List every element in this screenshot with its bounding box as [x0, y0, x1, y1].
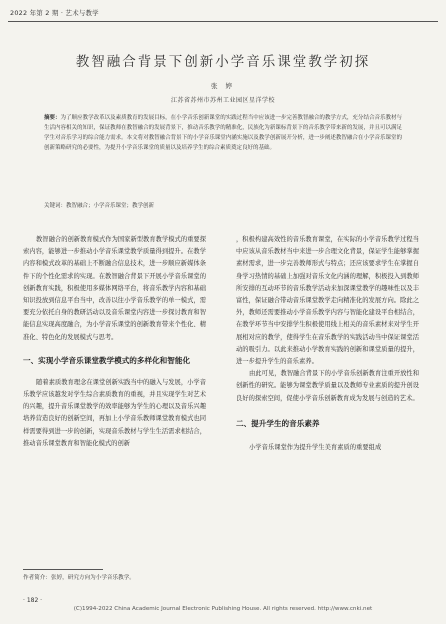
- abstract: [44, 113, 402, 153]
- section-2-paragraph: 小学音乐课堂作为提升学生美育素质的重要组成: [249, 443, 382, 451]
- right-column: [236, 234, 419, 454]
- summary-paragraph: 由此可见，教智融合背景下的小学音乐创新教育注重开放性和创新性的研究。能够为课堂教学质量以及教师专业素质的提升创设良好的探索空间，促使小学音乐创新教育成为发展与创造的艺术。: [236, 370, 420, 402]
- running-head: 2022 年第 2 期 · 艺术与教学: [10, 9, 99, 17]
- author-affiliation: 江苏省苏州市苏州工业园区星洋学校: [170, 97, 275, 104]
- intro-paragraph: 教智融合的创新教育模式作为国家新型教育教学模式的重要探索内容，能够进一步推动小学音乐课堂教学质量得到提升。在教学内容和模式改革的基础上不断融合信息技术，进一步顺应新媒体条件下的个性化需求的实现。在教智融合背景下开展小学音乐课堂的创新教育实践，积极使用多媒体网络平台，将音乐教学内容和基础知识投放到信息平台当中，改善以往小学音乐教学的单一模式，需要充分依托自身的教研活动以及音乐课堂内容进一步探讨教育和智能信息实现高度融合，为小学音乐课堂的创新教育带来个性化、精准化、特色化的发展模式与思考。: [23, 236, 207, 341]
- copyright-line: (C)1994-2022 China Academic Journal Electronic Publishing House. All rights reserved. http://www.cnki.net: [73, 606, 373, 612]
- abstract-label: 摘要：: [44, 115, 61, 121]
- section-1-paragraph: 随着素质教育理念在课堂创新实践当中的融入与发展，小学音乐教学应该越发对学生综合素质教育的重视，并且实现学生对艺术的兴趣，提升音乐课堂教学的效率能够为学生的心理以及音乐兴趣培养营造良好的创新空间，再加上小学音乐教师课堂教育模式也同样需要得到进一步的创新，实现音乐教材与学生生活需求相结合，推动音乐课堂教育和智能化模式的创新: [23, 378, 207, 447]
- author-footnote: 作者简介：张婷，研究方向为小学音乐教学。: [23, 575, 135, 581]
- section-2-heading: 二、提升学生的音乐素养: [236, 418, 320, 428]
- header-rule: [8, 21, 438, 22]
- section-1-heading: 一、实现小学音乐课堂教学模式的多样化和智能化: [23, 355, 191, 365]
- section-1-continued-paragraph: ，积极构建高效性的音乐教育课堂，在实际的小学音乐教学过程当中应该从音乐教材当中来进一步合理文化背景，保证学生能够掌握素材需求，进一步完善教师形式与特点；还应该要求学生在掌握自身学习热情的基础上加强对音乐文化内涵的理解，积极投入到教师所安排的互动环节的音乐教学活动来加深课堂教学的趣味性以及丰富性，保证融合带动音乐课堂教学走向精准化的发展方向。除此之外，教师还需要推动小学音乐教学内容与智能化建设平台相结合，在教学环节当中安排学生积极使用线上相关的音乐素材来对学生开展相对应的教学，使得学生在音乐教学的实践活动当中保证课堂活动的吸引力。以此来推动小学教育实践的创新和课堂质量的提升，进一步提升学生的音乐素养。: [236, 236, 419, 366]
- abstract-text: 为了顺应教学改革以及素质教育的发展目标，在小学音乐创新课堂的实践过程当中应该进一步完善教智融合的教学方式，充分结合音乐教材与生活内容相关的知识，保证教师在教智融合的发展背景下，推动音乐教学的精准化，民族化为新课标背景下的音乐教学带来新的发展，并且可以满足学生对音乐学习的综合能力需求。本文将对教智融合背景下的小学音乐课堂内涵实施以及教学创新展开分析，进一步阐述教智融合在小学音乐课堂的创新策略研究的必要性，为提升小学音乐课堂的质量以及培养学生的综合素质奠定良好的基础。: [44, 115, 402, 151]
- article-title: 教智融合背景下创新小学音乐课堂教学初探: [75, 54, 371, 70]
- left-column: [23, 234, 206, 450]
- footnote-rule: [23, 569, 103, 570]
- keywords: [44, 201, 402, 209]
- keywords-label: 关键词：: [44, 203, 67, 209]
- keywords-text: 教智融合；小学音乐课堂；教学创新: [66, 203, 155, 209]
- article-author: 张 婷: [210, 82, 236, 90]
- page-number: · 182 ·: [23, 597, 43, 604]
